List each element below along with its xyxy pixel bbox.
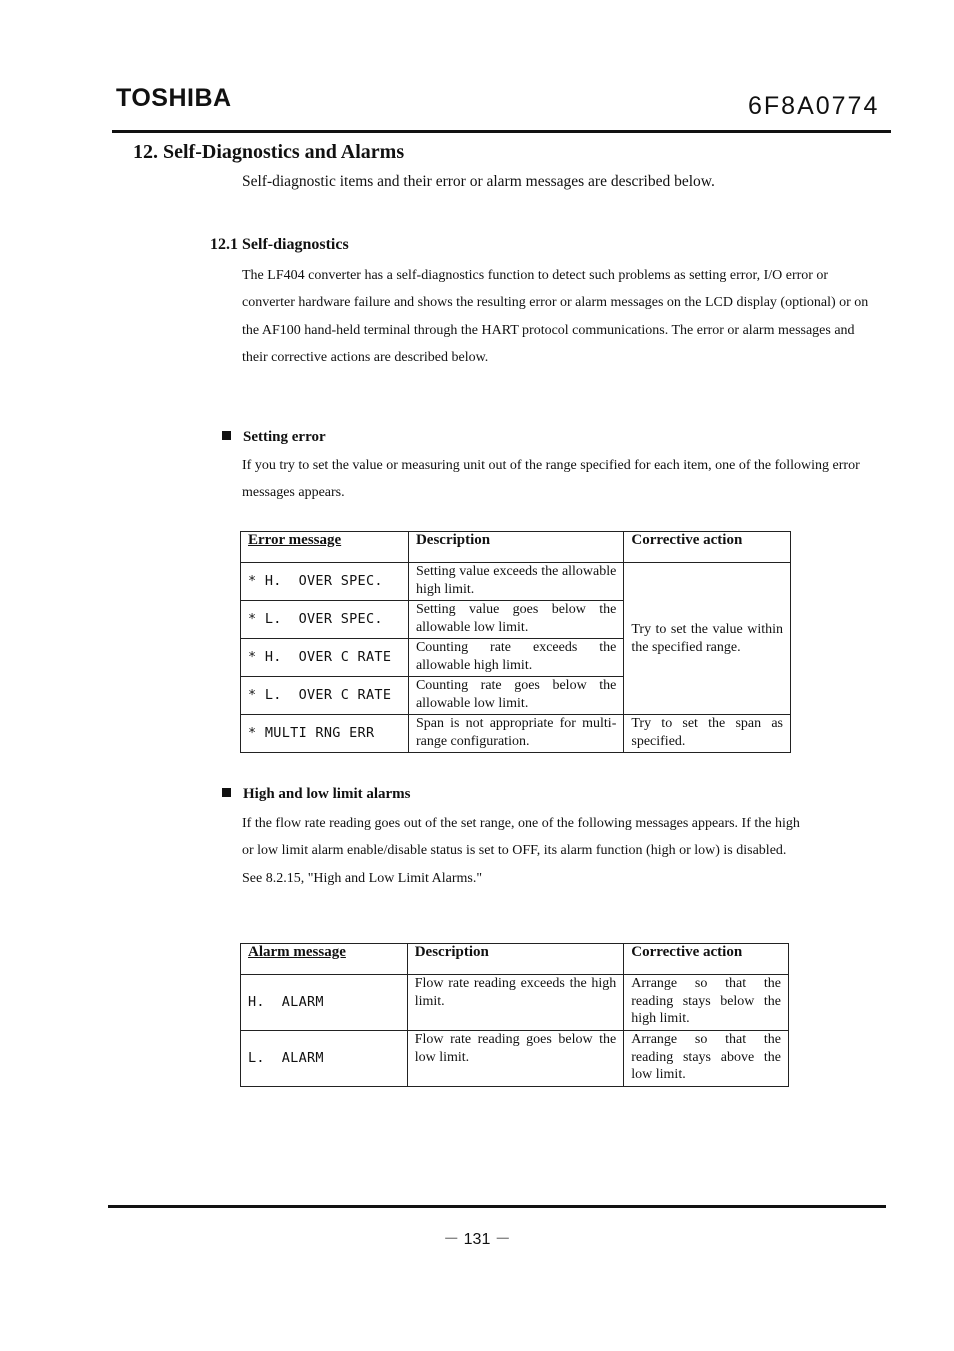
- shared-action-cell: Try to set the value within the specified range.: [624, 563, 791, 715]
- table-row: [241, 1031, 789, 1087]
- error-message-table: [240, 531, 791, 753]
- document-number: 6F8A0774: [748, 92, 880, 120]
- limit-alarms-heading-text: High and low limit alarms: [243, 786, 411, 802]
- subsection-body: The LF404 converter has a self-diagnostics function to detect such problems as setting error, I/O error or converter hardware failure and shows the resulting error or alarm messages on the LCD display (optional) or on the AF100 hand-held terminal through the HART protocol communications. The error or alarm messages and their corrective actions are described below.: [242, 268, 869, 365]
- brand-logo: TOSHIBA: [116, 84, 232, 112]
- bullet-square-icon: [222, 431, 231, 440]
- error-message-cell: * H. OVER C RATE: [241, 639, 409, 677]
- action-cell: Arrange so that the reading stays below the high limit.: [624, 975, 789, 1031]
- setting-error-heading: [222, 429, 326, 446]
- action-cell: Arrange so that the reading stays above the low limit.: [624, 1031, 789, 1087]
- table-header-row: [241, 532, 791, 563]
- column-header: Alarm message: [241, 944, 408, 975]
- description-cell: Flow rate reading goes below the low limit.: [407, 1031, 624, 1087]
- table-header-row: [241, 944, 789, 975]
- alarm-message-cell: H. ALARM: [241, 975, 408, 1031]
- column-header: Description: [408, 532, 623, 563]
- column-header: Error message: [241, 532, 409, 563]
- description-cell: Counting rate goes below the allowable low limit.: [408, 677, 623, 715]
- table-row: [241, 715, 791, 753]
- bullet-square-icon: [222, 788, 231, 797]
- column-header: Corrective action: [624, 944, 789, 975]
- error-message-cell: * MULTI RNG ERR: [241, 715, 409, 753]
- setting-error-heading-text: Setting error: [243, 429, 326, 445]
- column-header: Corrective action: [624, 532, 791, 563]
- description-cell: Setting value exceeds the allowable high limit.: [408, 563, 623, 601]
- section-title: 12. Self-Diagnostics and Alarms: [133, 141, 405, 163]
- table-row: [241, 975, 789, 1031]
- footer-rule: [108, 1205, 886, 1208]
- table-row: [241, 563, 791, 601]
- description-cell: Setting value goes below the allowable low limit.: [408, 601, 623, 639]
- error-message-cell: * H. OVER SPEC.: [241, 563, 409, 601]
- description-cell: Flow rate reading exceeds the high limit.: [407, 975, 624, 1031]
- setting-error-body: If you try to set the value or measuring unit out of the range specified for each item, one of the following error messages appears.: [242, 458, 860, 501]
- section-intro: Self-diagnostic items and their error or alarm messages are described below.: [242, 173, 715, 190]
- limit-alarms-body: If the flow rate reading goes out of the set range, one of the following messages appears. If the high or low limit alarm enable/disable status is set to OFF, its alarm function (high or low) is disabled. See 8.2.15, "High and Low Limit Alarms.": [242, 816, 800, 886]
- description-cell: Counting rate exceeds the allowable high limit.: [408, 639, 623, 677]
- page-number: － 131 －: [443, 1231, 511, 1248]
- header-rule: [112, 130, 891, 133]
- limit-alarms-heading: [222, 786, 411, 803]
- action-cell: Try to set the span as specified.: [624, 715, 791, 753]
- subsection-title: 12.1 Self-diagnostics: [210, 236, 349, 253]
- alarm-message-cell: L. ALARM: [241, 1031, 408, 1087]
- error-message-cell: * L. OVER C RATE: [241, 677, 409, 715]
- alarm-message-table: [240, 943, 789, 1087]
- column-header: Description: [407, 944, 624, 975]
- error-message-cell: * L. OVER SPEC.: [241, 601, 409, 639]
- description-cell: Span is not appropriate for multi-range configuration.: [408, 715, 623, 753]
